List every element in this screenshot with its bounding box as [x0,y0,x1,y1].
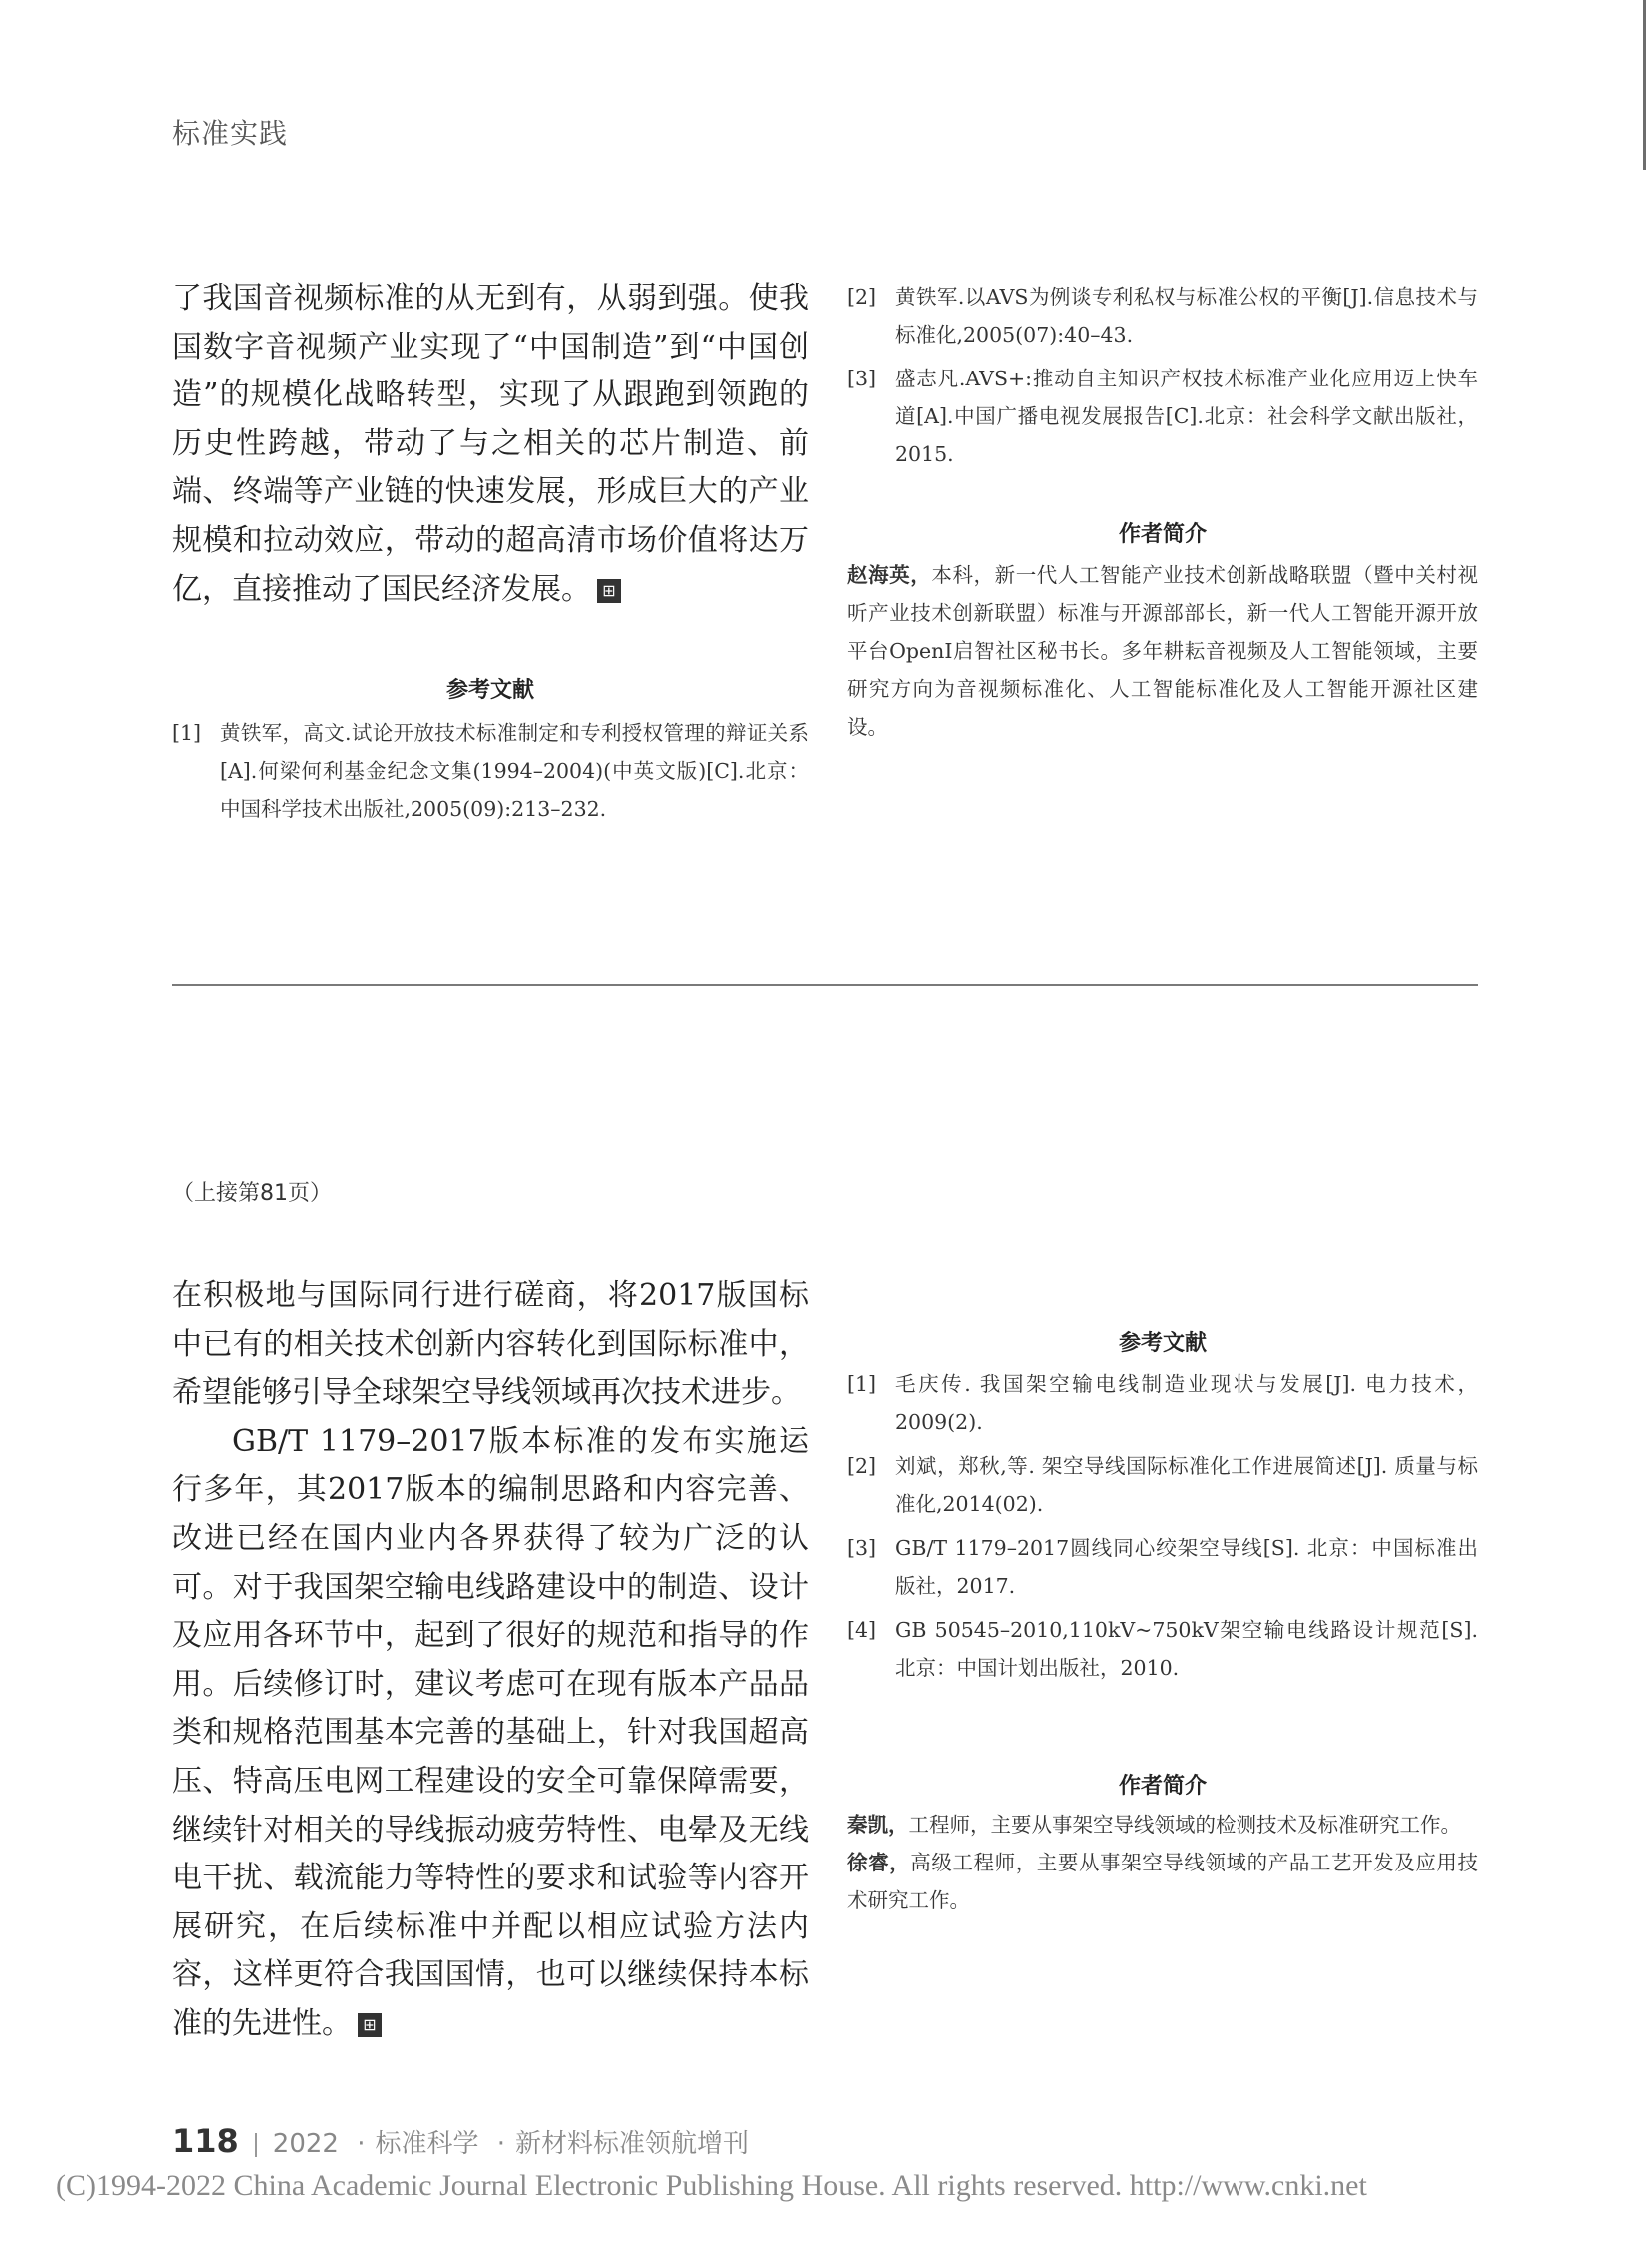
page-footer [172,2122,749,2160]
author-bio: 徐睿，高级工程师，主要从事架空导线领域的产品工艺开发及应用技术研究工作。 [847,1851,1479,1912]
continued-from-note: （上接第81页） [172,1181,332,1206]
reference-item: [2] 刘斌，郑秋,等. 架空导线国际标准化工作进展简述[J]. 质量与标准化,2014(02). [847,1454,1478,1516]
reference-item: [2] 黄铁军.以AVS为例谈专利私权与标准公权的平衡[J].信息技术与标准化,2005(07):40–43. [847,285,1478,347]
copyright-line: (C)1994-2022 China Academic Journal Electronic Publishing House. All rights reserved. http://www.cnki.net [56,2169,1367,2202]
body-paragraph: 了我国音视频标准的从无到有，从弱到强。使我国数字音视频产业实现了“中国制造”到“中国创造”的规模化战略转型，实现了从跟跑到领跑的历史性跨越，带动了与之相关的芯片制造、前端、终端等产业链的快速发展，形成巨大的产业规模和拉动效应，带动的超高清市场价值将达万亿，直接推动了国民经济发展。 ⊞ [172,281,809,607]
reference-item: [1] 毛庆传. 我国架空输电线制造业现状与发展[J]. 电力技术，2009(2). [847,1372,1478,1434]
top-left-column [172,275,809,614]
end-mark-icon: ⊞ [597,579,621,603]
footer-year: 2022 [272,2129,339,2159]
author-title: 作者简介 [1118,1774,1207,1799]
end-mark-icon: ⊞ [358,2013,382,2037]
references-title: 参考文献 [445,678,534,703]
footer-issue: 新材料标准领航增刊 [515,2129,750,2159]
footer-separator: · [357,2129,366,2159]
author-title: 作者简介 [1118,522,1207,547]
page-number: 118 [172,2122,239,2160]
references-title: 参考文献 [1118,1331,1207,1356]
reference-item: [3] GB/T 1179–2017圆线同心绞架空导线[S]. 北京：中国标准出版社，2017. [847,1536,1478,1598]
body-paragraph: GB/T 1179–2017版本标准的发布实施运行多年，其2017版本的编制思路和内容完善、改进已经在国内业内各界获得了较为广泛的认可。对于我国架空输电线路建设中的制造、设计及应用各环节中，起到了很好的规范和指导的作用。后续修订时，建议考虑可在现有版本产品品类和规格范围基本完善的基础上，针对我国超高压、特高压电网工程建设的安全可靠保障需要，继续针对相关的导线振动疲劳特性、电晕及无线电干扰、载流能力等特性的要求和试验等内容开展研究，在后续标准中并配以相应试验方法内容，这样更符合我国国情，也可以继续保持本标准的先进性。 ⊞ [172,1423,809,2041]
section-divider [172,984,1478,986]
footer-separator: · [496,2129,506,2159]
bottom-right-column [847,1326,1478,1919]
body-paragraph: 在积极地与国际同行进行磋商，将2017版国标中已有的相关技术创新内容转化到国际标准中，希望能够引导全球架空导线领域再次技术进步。 [172,1278,809,1411]
author-bio: 赵海英，本科，新一代人工智能产业技术创新战略联盟（暨中关村视听产业技术创新联盟）标准与开源部部长，新一代人工智能开源开放平台OpenI启智社区秘书长。多年耕耘音视频及人工智能领域，主要研究方向为音视频标准化、人工智能标准化及人工智能开源社区建设。 [847,563,1479,739]
reference-item: [3] 盛志凡.AVS+:推动自主知识产权技术标准产业化应用迈上快车道[A].中国广播电视发展报告[C].北京：社会科学文献出版社，2015. [847,367,1478,466]
top-references [172,673,809,828]
author-bio: 秦凯，工程师，主要从事架空导线领域的检测技术及标准研究工作。 [847,1813,1461,1837]
top-right-column [847,278,1478,746]
footer-divider [255,2133,257,2157]
footer-journal: 标准科学 [375,2129,479,2159]
running-head: 标准实践 [172,117,289,150]
reference-item: [4] GB 50545–2010,110kV~750kV架空输电线路设计规范[S].北京：中国计划出版社，2010. [847,1618,1478,1680]
header-rule [1643,0,1646,170]
bottom-left-column [172,1272,809,2049]
reference-item: [1] 黄铁军，高文.试论开放技术标准制定和专利授权管理的辩证关系 [A].何梁何利基金纪念文集(1994–2004)(中英文版)[C].北京：中国科学技术出版社,2005(09):213–232. [172,721,809,821]
